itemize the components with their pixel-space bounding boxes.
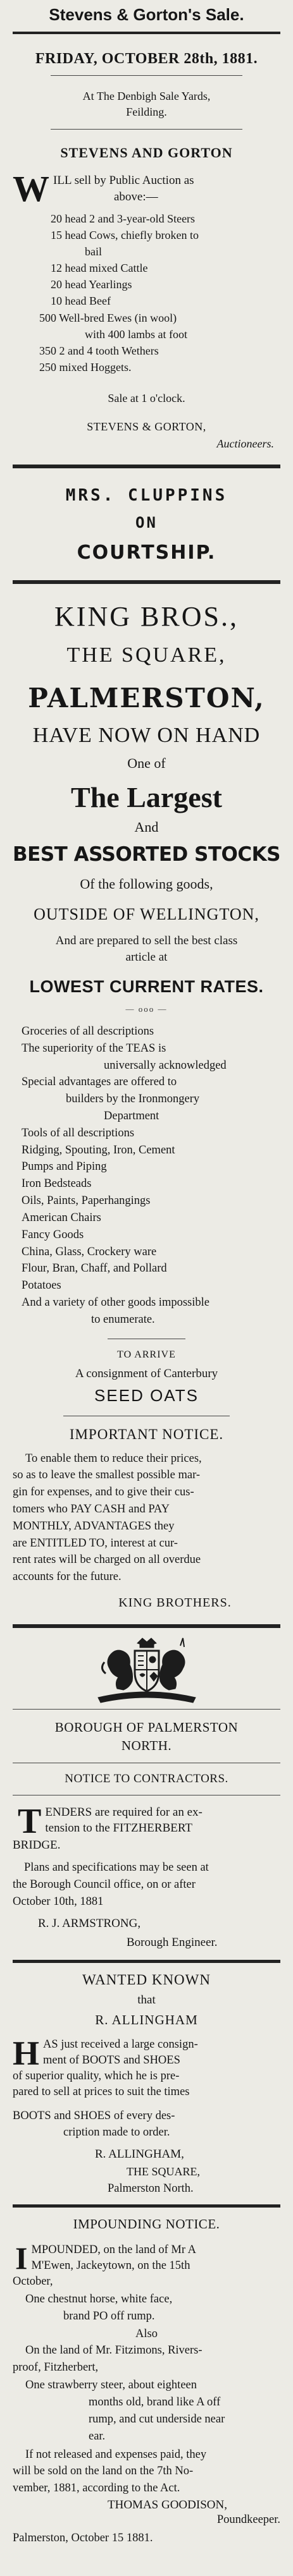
steer-line: rump, and cut underside near — [89, 2413, 225, 2426]
steer-paragraph — [13, 2377, 280, 2445]
goods-line: builders by the Ironmongery — [66, 1093, 200, 1106]
sale-header: Stevens & Gorton's Sale. — [49, 5, 244, 24]
goods-line: Pumps and Piping — [22, 1160, 107, 1174]
lecture-line-1: MRS. CLUPPINS — [65, 485, 228, 505]
has-paragraph — [13, 2034, 280, 2100]
outside-wellington: OUTSIDE OF WELLINGTON, — [34, 904, 259, 923]
sale-location: At The Denbigh Sale Yards, — [82, 90, 211, 102]
has-line: ment of BOOTS and SHOES — [43, 2053, 180, 2067]
goods-line: Flour, Bran, Chaff, and Pollard — [22, 1262, 167, 1275]
borough-notice-ad — [13, 1628, 280, 1949]
drop-cap-i: I — [15, 2240, 28, 2276]
auctioneers-title: STEVENS AND GORTON — [60, 145, 233, 161]
has-line: pared to sell at prices to suit the times — [13, 2085, 190, 2098]
goods-line: Fancy Goods — [22, 1228, 84, 1241]
plans-line: the Borough Council office, on or after — [13, 1878, 196, 1891]
borough-title-b: NORTH. — [121, 1738, 172, 1754]
lecture-line-3: COURTSHIP. — [77, 541, 216, 564]
tender-paragraph — [13, 1804, 280, 1853]
drop-cap-w: W — [13, 168, 49, 209]
that-word: that — [137, 1993, 156, 2007]
goods-line: And a variety of other goods impossible — [22, 1296, 209, 1309]
lot-line: 20 head Yearlings — [51, 278, 132, 291]
lot-line: with 400 lambs at foot — [85, 327, 187, 341]
notice-line: gin for expenses, and to give their cus- — [13, 1486, 194, 1499]
notice-line: tomers who PAY CASH and PAY — [13, 1503, 170, 1516]
has-line: AS just received a large consign- — [43, 2038, 198, 2051]
horse-line: brand PO off rump. — [63, 2309, 155, 2323]
rule — [51, 75, 242, 76]
goods-line: Special advantages are offered to — [22, 1076, 177, 1089]
notice-to-contractors: NOTICE TO CONTRACTORS. — [65, 1772, 228, 1786]
goods-list — [13, 1023, 280, 1328]
firm-name: KING BROS., — [54, 600, 239, 632]
plans-line: Plans and specifications may be seen at — [24, 1861, 209, 1874]
goods-line: Ridging, Spouting, Iron, Cement — [22, 1143, 175, 1157]
goods-line: Department — [104, 1110, 159, 1122]
following-goods: Of the following goods, — [80, 875, 213, 892]
goods-line: China, Glass, Crockery ware — [22, 1245, 157, 1258]
tender-line-b: tension to the FITZHERBERT — [45, 1821, 193, 1835]
goods-line: Oils, Paints, Paperhangings — [22, 1194, 151, 1208]
sale-town: Feilding. — [126, 106, 167, 118]
goods-line: Groceries of all descriptions — [22, 1024, 154, 1038]
also-line: On the land of Mr. Fitzimons, Rivers- — [25, 2343, 203, 2357]
drop-cap-t: T — [18, 1802, 42, 1842]
lot-line: bail — [85, 245, 102, 258]
lot-line: 500 Well-bred Ewes (in wool) — [39, 311, 177, 324]
impounding-notice-ad — [13, 2208, 280, 2545]
goods-line: Potatoes — [22, 1279, 61, 1292]
lowest-current-rates: LOWEST CURRENT RATES. — [29, 976, 264, 996]
sale-date: FRIDAY, OCTOBER 28th, 1881. — [35, 51, 258, 67]
allingham-address: THE SQUARE, — [127, 2165, 200, 2178]
lot-line: 250 mixed Hoggets. — [39, 360, 132, 374]
engineer-role: Borough Engineer. — [127, 1935, 218, 1949]
lecture-ad — [13, 468, 280, 580]
notice-line: MONTHLY, ADVANTAGES they — [13, 1519, 175, 1533]
also-paragraph — [13, 2342, 280, 2376]
rule — [13, 1709, 280, 1710]
boots-line: BOOTS and SHOES of every des- — [13, 2109, 175, 2122]
prepared-line-b: article at — [125, 950, 168, 964]
sale-signature-role: Auctioneers. — [216, 437, 274, 450]
sale-intro-line-b: above:— — [114, 190, 158, 204]
poundkeeper-signature: THOMAS GOODISON, — [108, 2498, 227, 2512]
goods-line: American Chairs — [22, 1211, 101, 1224]
also-line: proof, Fitzherbert, — [13, 2360, 99, 2374]
horse-paragraph — [13, 2291, 280, 2325]
seed-oats: SEED OATS — [94, 1385, 199, 1405]
stevens-gorton-sale-ad — [13, 0, 280, 451]
rule — [51, 129, 242, 130]
goods-line: to enumerate. — [91, 1313, 155, 1326]
impounding-title: IMPOUNDING NOTICE. — [73, 2216, 220, 2232]
borough-title-a: BOROUGH OF PALMERSTON — [54, 1720, 239, 1735]
goods-line: Tools of all descriptions — [22, 1126, 135, 1139]
allingham-ad — [13, 1963, 280, 2196]
allingham-signature: R. ALLINGHAM, — [95, 2148, 184, 2161]
impounded-line: M'Ewen, Jackeytown, on the 15th — [31, 2259, 190, 2273]
and-word: And — [134, 818, 159, 835]
notice-line: rent rates will be charged on all overdue — [13, 1553, 201, 1567]
impounded-line: MPOUNDED, on the land of Mr A — [31, 2244, 196, 2257]
steer-line: ear. — [89, 2429, 106, 2443]
boots-line: cription made to order. — [63, 2126, 170, 2139]
plans-line: October 10th, 1881 — [13, 1895, 104, 1908]
sale-time: Sale at 1 o'clock. — [108, 391, 185, 404]
consignment-line: A consignment of Canterbury — [75, 1366, 218, 1380]
has-line: of superior quality, which he is pre- — [13, 2069, 180, 2082]
rule — [13, 32, 280, 34]
goods-line: Iron Bedsteads — [22, 1177, 92, 1191]
steer-line: One strawberry steer, about eighteen — [25, 2379, 197, 2392]
steer-line: months old, brand like A off — [89, 2396, 221, 2409]
one-of: One of — [127, 755, 166, 771]
release-paragraph — [13, 2446, 280, 2497]
important-notice-title: IMPORTANT NOTICE. — [69, 1426, 224, 1442]
firm-town: PALMERSTON, — [28, 682, 265, 714]
royal-coat-of-arms-icon — [87, 1637, 207, 1705]
firm-address: THE SQUARE, — [66, 643, 227, 667]
release-line: vember, 1881, according to the Act. — [13, 2482, 180, 2495]
engineer-signature: R. J. ARMSTRONG, — [38, 1916, 141, 1930]
lot-line: 15 head Cows, chiefly broken to — [51, 229, 199, 242]
goods-line: universally acknowledged — [104, 1059, 227, 1072]
impounding-dateline: Palmerston, October 15 1881. — [13, 2532, 153, 2545]
lecture-line-2: ON — [135, 513, 158, 532]
goods-line: The superiority of the TEAS is — [22, 1042, 166, 1055]
lot-line: 350 2 and 4 tooth Wethers — [39, 344, 159, 357]
notice-line: To enable them to reduce their prices, — [25, 1452, 202, 1465]
sale-lots — [13, 210, 280, 375]
important-notice-body — [13, 1450, 280, 1586]
best-assorted-stocks: BEST ASSORTED STOCKS — [13, 842, 280, 866]
the-largest: The Largest — [71, 781, 222, 813]
notice-line: are ENTITLED TO, interest at cur- — [13, 1536, 178, 1550]
sale-signature: STEVENS & GORTON, — [87, 420, 206, 433]
ornament-divider: — ooo — — [125, 1004, 168, 1014]
allingham-name: R. ALLINGHAM — [95, 2012, 198, 2027]
also-word: Also — [135, 2327, 158, 2340]
impounded-line: October, — [13, 2275, 53, 2288]
poundkeeper-role: Poundkeeper. — [216, 2513, 280, 2527]
have-now-on-hand: HAVE NOW ON HAND — [32, 723, 261, 747]
horse-line: One chestnut horse, white face, — [25, 2293, 173, 2306]
king-brothers-signature: KING BROTHERS. — [118, 1596, 232, 1610]
release-line: will be sold on the land on the 7th No- — [13, 2465, 194, 2478]
to-arrive: TO ARRIVE — [117, 1349, 176, 1360]
sale-intro — [13, 168, 280, 209]
drop-cap-h: H — [13, 2034, 40, 2072]
notice-line: so as to leave the smallest possible mar- — [13, 1469, 201, 1482]
notice-line: accounts for the future. — [13, 1571, 122, 1584]
boots-paragraph — [13, 2108, 280, 2142]
plans-paragraph — [13, 1859, 280, 1910]
wanted-known: WANTED KNOWN — [82, 1971, 211, 1988]
lot-line: 12 head mixed Cattle — [51, 262, 148, 275]
lot-line: 10 head Beef — [51, 295, 111, 308]
king-bros-ad — [13, 584, 280, 1610]
tender-line-c: BRIDGE. — [13, 1838, 61, 1852]
tender-line-a: ENDERS are required for an ex- — [45, 1806, 203, 1820]
sale-intro-line-a: ILL sell by Public Auction as — [53, 174, 194, 187]
prepared-line-a: And are prepared to sell the best class — [55, 933, 238, 947]
allingham-town: Palmerston North. — [108, 2182, 194, 2196]
impounded-paragraph — [13, 2242, 280, 2290]
release-line: If not released and expenses paid, they — [25, 2448, 207, 2461]
lot-line: 20 head 2 and 3-year-old Steers — [51, 212, 196, 225]
